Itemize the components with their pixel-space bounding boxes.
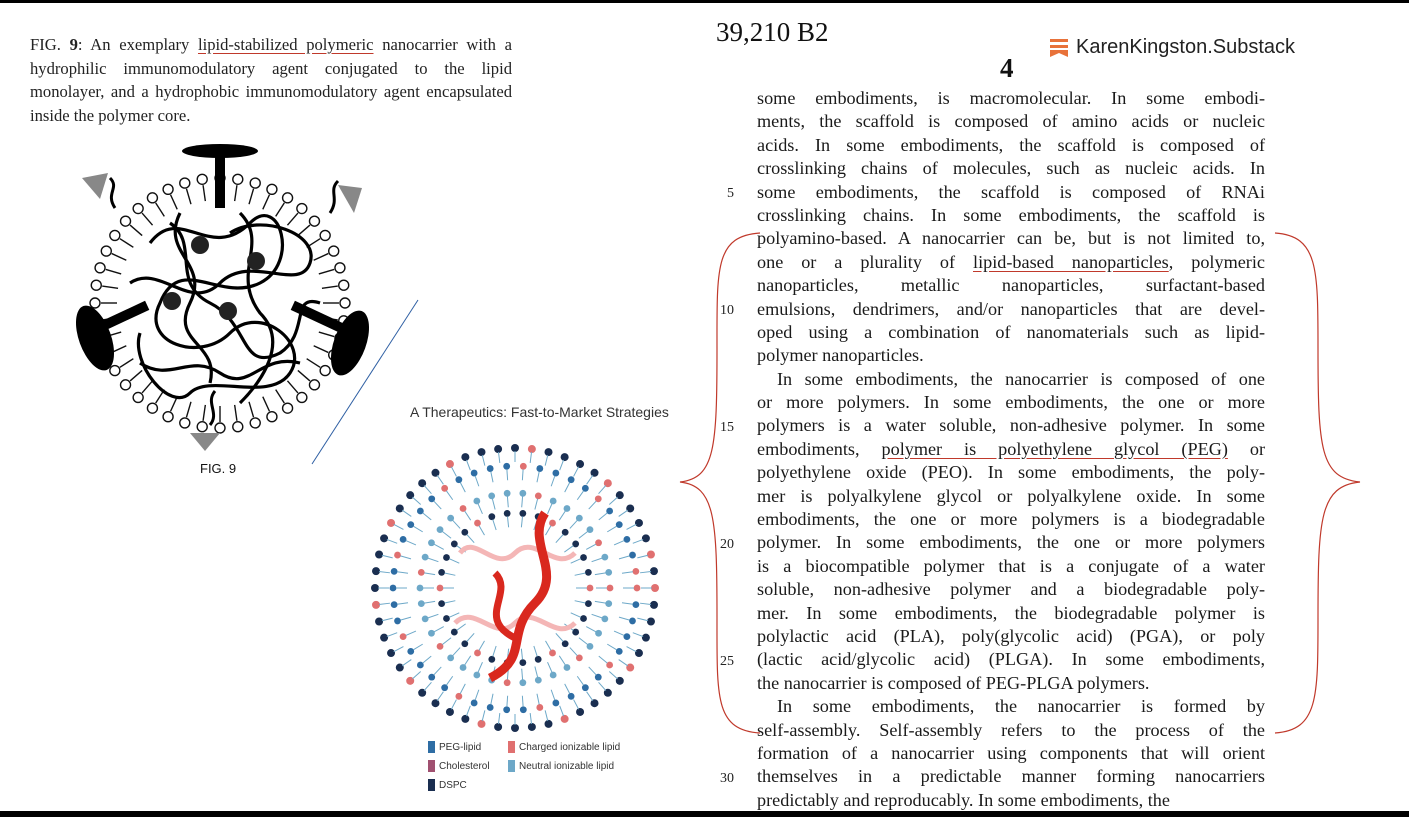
line-number: 10 [720,302,734,318]
text-line: ments, the scaffold is composed of amino acids or nucleic [757,111,1265,132]
line-number: 25 [720,653,734,669]
legend-item [508,741,620,753]
line-number: 30 [720,770,734,786]
neutral-lipid-swatch-icon [508,760,515,772]
patent-body-text [757,87,1265,811]
line-number: 15 [720,419,734,435]
text-line: is a biocompatible polymer that is a conjugate of a water [757,555,1265,576]
dspc-swatch-icon [428,779,435,791]
text-line: some embodiments, the scaffold is composed of RNAi [757,181,1265,202]
caption-underlined: lipid-stabilized polymeric [197,35,374,54]
text-line: polymer. In some embodiments, the one or more polymers [757,532,1265,553]
caption-number: 9 [69,35,78,54]
text-line: polymer nanoparticles. [757,345,924,366]
cholesterol-swatch-icon [428,760,435,772]
page [0,3,1409,811]
text-line: In some embodiments, the nanocarrier is composed of one [777,368,1265,389]
text-line: polyamino-based. A nanocarrier can be, but is not limited to, [757,228,1265,249]
text-line: polyethylene oxide (PEO). In some embodiments, the poly- [757,462,1265,483]
figure-caption [30,33,512,127]
text-line: acids. In some embodiments, the scaffold is composed of [757,134,1265,155]
text-line: formation of a nanocarrier using components that will orient [757,742,1265,763]
text-line: polymers is a water soluble, non-adhesive polymer. In some [757,415,1265,436]
text-line: polylactic acid (PLA), poly(glycolic acid) (PGA), or poly [757,625,1265,646]
text-line: embodiments, the one or more polymers is a biodegradable [757,509,1265,530]
text-line: themselves in a predictable manner forming nanocarriers [757,766,1265,787]
legend-item [428,779,467,791]
page-number: 4 [1000,53,1014,83]
text-line: the nanocarrier is composed of PEG-PLGA polymers. [757,672,1150,693]
patent-number: 39,210 B2 [716,17,829,47]
legend-label: Neutral ionizable lipid [519,760,615,772]
text-line: crosslinking chains. In some embodiments, the scaffold is [757,204,1265,225]
line-number: 5 [727,185,734,201]
legend-item [508,760,614,772]
text-line: (lactic acid/glycolic acid) (PLGA). In some embodiments, [757,649,1265,670]
text-line: or more polymers. In some embodiments, the one or more [757,392,1265,413]
legend-label: DSPC [439,779,467,791]
text-line: In some embodiments, the nanocarrier is formed by [777,696,1265,717]
text-line: mer. In some embodiments, the biodegradable polymer is [757,602,1265,623]
text-line: self-assembly. Self-assembly refers to the process of the [757,719,1265,740]
caption-prefix: FIG. [30,35,70,54]
legend-label: Charged ionizable lipid [519,741,621,753]
text-line: nanoparticles, metallic nanoparticles, surfactant-based [757,275,1265,296]
text-line: mer is polyalkylene glycol or polyalkylene oxide. In some [757,485,1265,506]
text-line: emulsions, dendrimers, and/or nanoparticles that are devel- [757,298,1265,319]
text-line: predictably and reproducably. In some embodiments, the [757,789,1170,810]
brand-watermark [1050,36,1295,59]
charged-lipid-swatch-icon [508,741,515,753]
text-line: soluble, non-adhesive polymer and a biodegradable poly- [757,579,1265,600]
red-brace-right [1270,228,1365,738]
legend-label: PEG-lipid [439,741,482,753]
text-line: some embodiments, is macromolecular. In some embodi- [757,88,1265,108]
brand-name: KarenKingston.Substack [1076,36,1296,58]
fig9-label: FIG. 9 [200,461,237,476]
text-line: crosslinking chains of molecules, such as nucleic acids. In [757,158,1265,179]
lnp-figure-title: A Therapeutics: Fast-to-Market Strategies [410,404,669,420]
lnp-illustration [365,443,665,733]
legend-label: Cholesterol [439,760,490,772]
line-number: 20 [720,536,734,552]
text-line: one or a plurality of lipid-based nanoparticles, polymeric [757,251,1265,272]
text-line: oped using a combination of nanomaterials such as lipid- [757,321,1265,342]
peg-lipid-swatch-icon [428,741,435,753]
legend-item [428,760,490,772]
substack-icon [1050,39,1068,57]
caption-text-b: nanocarrier with a hydrophilic immunomodulatory agent conjugated to the lipid monolayer, and a hydrophobic immunomodulatory agent encapsulated inside the polymer core. [30,35,512,125]
caption-text-a: : An exemplary [77,35,198,54]
text-line: embodiments, polymer is polyethylene glycol (PEG) or [757,438,1266,459]
legend-item [428,741,481,753]
